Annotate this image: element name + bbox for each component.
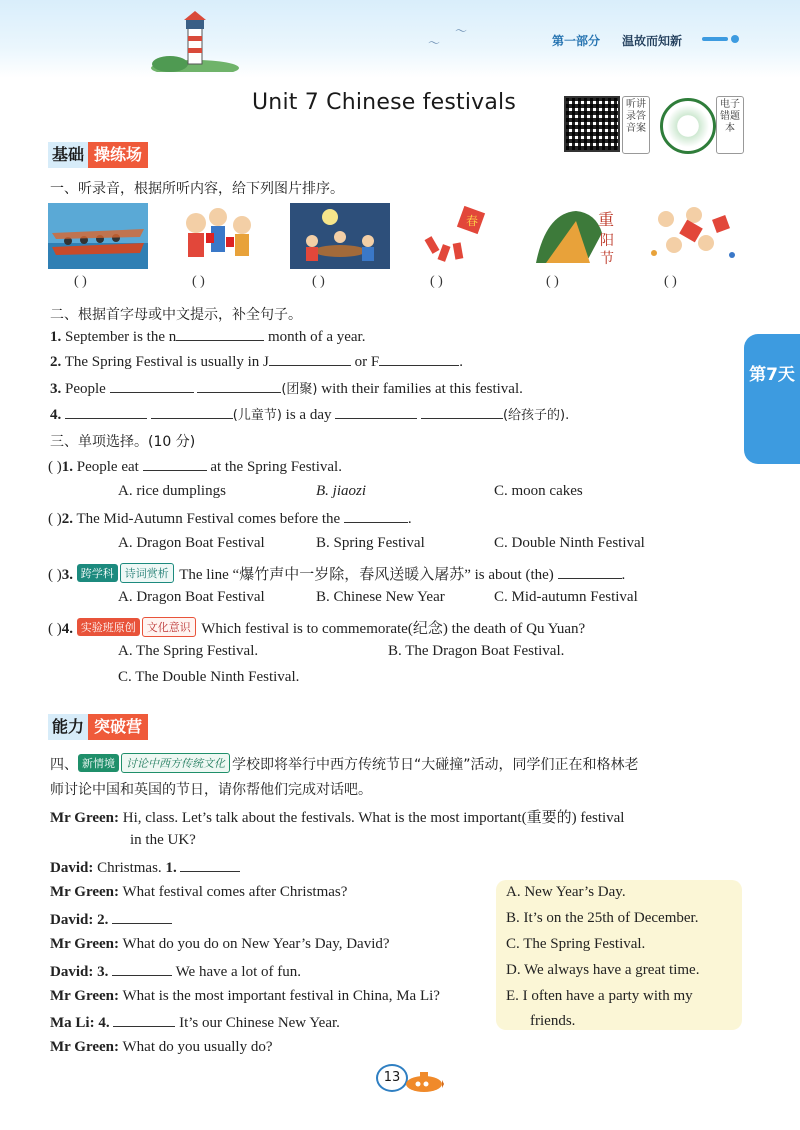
dialogue-text: It’s our Chinese New Year. — [179, 1015, 340, 1031]
bird-icon: 〜 — [428, 36, 441, 50]
sentence-text: is a day — [285, 407, 332, 423]
answer-blank[interactable] — [421, 405, 503, 419]
answer-blank[interactable] — [335, 405, 417, 419]
lighthouse-illustration — [150, 6, 240, 72]
svg-text:阳: 阳 — [600, 233, 614, 249]
firecrackers-picture — [410, 203, 510, 269]
answer-blank[interactable] — [113, 1013, 175, 1027]
mc-answer-blank[interactable]: ( ) — [48, 621, 62, 637]
mc-option[interactable]: A. The Spring Festival. — [118, 643, 259, 659]
double-ninth-picture — [526, 203, 626, 269]
svg-text:节: 节 — [600, 251, 614, 267]
mc-option[interactable]: B. The Dragon Boat Festival. — [388, 643, 565, 659]
item-number: 4. — [50, 407, 62, 423]
dialogue-option[interactable]: C. The Spring Festival. — [506, 936, 646, 952]
item-number: 1. — [61, 459, 73, 475]
blank-number: 4. — [98, 1015, 110, 1031]
dialogue-option[interactable]: E. I often have a party with my — [506, 988, 693, 1004]
answer-blank[interactable] — [143, 457, 207, 471]
blank-number: 1. — [165, 860, 177, 876]
answer-blank[interactable] — [344, 509, 408, 523]
dialogue-line — [50, 988, 440, 1005]
answer-blank[interactable] — [176, 327, 264, 341]
section4-intro-line1 — [50, 753, 639, 774]
qr-code-error-book[interactable] — [660, 98, 716, 154]
mc-option[interactable]: A. Dragon Boat Festival — [118, 535, 265, 551]
question-text: at the Spring Festival. — [210, 459, 342, 475]
section4-intro-line2: 师讨论中国和英国的节日，请你帮他们完成对话吧。 — [50, 782, 372, 798]
sentence-text: The Spring Festival is usually in J — [64, 354, 269, 370]
dialogue-line — [50, 936, 390, 953]
mc-question-4 — [48, 617, 585, 638]
page-number: 13 — [376, 1064, 408, 1092]
section1-heading: 一、听录音，根据所听内容，给下列图片排序。 — [50, 181, 344, 197]
dialogue-text: What do you do on New Year’s Day, David? — [122, 936, 390, 952]
day-tab-label: 第7天 — [749, 365, 795, 385]
item-number: 2. — [61, 511, 73, 527]
dialogue-line — [50, 806, 624, 827]
fill-sentence-3 — [50, 378, 523, 398]
qr-code-listening[interactable] — [564, 96, 620, 152]
sentence-text: September is the n — [65, 329, 177, 345]
order-answer-blank[interactable]: ( ) — [664, 274, 677, 289]
order-answer-blank[interactable]: ( ) — [546, 274, 559, 289]
section3-heading: 三、单项选择。(10 分) — [50, 434, 196, 450]
culture-tag: 文化意识 — [142, 617, 196, 637]
dialogue-line — [50, 884, 347, 901]
dialogue-line — [50, 910, 172, 929]
speaker-name: Mr Green: — [50, 810, 120, 826]
mc-option[interactable]: B. jiaozi — [316, 483, 367, 499]
cross-subject-tag: 跨学科 — [77, 564, 118, 582]
sentence-text: month of a year. — [267, 329, 366, 345]
item-number: 4. — [61, 621, 73, 637]
mc-option[interactable]: C. The Double Ninth Festival. — [118, 669, 300, 685]
speaker-name: David: — [50, 964, 94, 980]
dialogue-line — [50, 1039, 272, 1056]
mc-question-3 — [48, 563, 625, 584]
dialogue-text: What festival comes after Christmas? — [122, 884, 348, 900]
decorative-wave-icon — [702, 34, 740, 44]
mid-autumn-family-picture — [290, 203, 390, 269]
mc-answer-blank[interactable]: ( ) — [48, 511, 62, 527]
section4-prefix: 四、 — [50, 757, 78, 773]
speaker-name: David: — [50, 860, 94, 876]
mc-option[interactable]: C. moon cakes — [494, 483, 583, 499]
dialogue-text: We have a lot of fun. — [175, 964, 301, 980]
answer-blank[interactable] — [110, 379, 194, 393]
badge-ability-a: 能力 — [48, 714, 88, 740]
speaker-name: Mr Green: — [50, 884, 120, 900]
fill-sentence-2 — [50, 352, 463, 371]
mc-question-2 — [48, 509, 412, 528]
answer-blank[interactable] — [112, 910, 172, 924]
speaker-name: David: — [50, 912, 94, 928]
fill-sentence-1 — [50, 327, 365, 346]
blank-number: 3. — [97, 964, 109, 980]
original-tag: 实验班原创 — [77, 618, 140, 636]
order-answer-blank[interactable]: ( ) — [192, 274, 205, 289]
speaker-name: Mr Green: — [50, 1039, 120, 1055]
dragon-boat-picture — [48, 203, 148, 269]
section-part-label: 第一部分 — [552, 34, 601, 48]
mc-option[interactable]: B. Spring Festival — [316, 535, 425, 551]
sentence-text: People — [65, 381, 106, 397]
dialogue-text: in the UK? — [130, 832, 196, 848]
question-text: The line “爆竹声中一岁除，春风送暖入屠苏” is about (the) — [179, 567, 554, 583]
blank-number: 2. — [97, 912, 109, 928]
mc-option[interactable]: A. Dragon Boat Festival — [118, 589, 265, 605]
dialogue-option[interactable]: A. New Year’s Day. — [506, 884, 626, 900]
page-title: Unit 7 Chinese festivals — [252, 90, 517, 115]
dialogue-line — [130, 832, 196, 849]
mc-option[interactable]: C. Mid-autumn Festival — [494, 589, 638, 605]
answer-blank[interactable] — [558, 565, 622, 579]
topic-tag: 讨论中西方传统文化 — [121, 753, 230, 773]
mc-answer-blank[interactable]: ( ) — [48, 459, 62, 475]
question-text: People eat — [76, 459, 139, 475]
question-text: . — [407, 511, 412, 527]
answer-blank[interactable] — [269, 352, 351, 366]
question-text: . — [621, 567, 626, 583]
new-year-celebration-picture — [644, 203, 744, 269]
dialogue-option-continued: friends. — [530, 1013, 576, 1029]
submarine-icon — [402, 1070, 444, 1094]
dialogue-line — [50, 1013, 340, 1032]
speaker-name: Mr Green: — [50, 936, 120, 952]
item-number: 1. — [50, 329, 62, 345]
answer-blank[interactable] — [197, 379, 281, 393]
chinese-hint: (团聚) — [281, 382, 318, 397]
poetry-tag: 诗词赏析 — [120, 563, 174, 583]
new-context-tag: 新情境 — [78, 754, 119, 772]
sentence-text: with their families at this festival. — [321, 381, 523, 397]
speaker-name: Ma Li: — [50, 1015, 95, 1031]
mc-answer-blank[interactable]: ( ) — [48, 567, 62, 583]
answer-blank[interactable] — [112, 962, 172, 976]
sentence-text: or F — [354, 354, 380, 370]
dialogue-option[interactable]: D. We always have a great time. — [506, 962, 700, 978]
item-number: 3. — [61, 567, 73, 583]
qr-label-listening: 听讲录答音案 — [622, 96, 650, 154]
order-answer-blank[interactable]: ( ) — [74, 274, 87, 289]
mc-question-1 — [48, 457, 342, 476]
order-answer-blank[interactable]: ( ) — [312, 274, 325, 289]
chinese-hint: (给孩子的). — [502, 408, 570, 423]
answer-blank[interactable] — [65, 405, 147, 419]
answer-blank[interactable] — [180, 858, 240, 872]
question-text: Which festival is to commemorate(纪念) the death of Qu Yuan? — [201, 621, 586, 637]
question-text: The Mid-Autumn Festival comes before the — [76, 511, 341, 527]
dialogue-text: What do you usually do? — [122, 1039, 273, 1055]
badge-basic-a: 基础 — [48, 142, 88, 168]
badge-ability-b: 突破营 — [88, 714, 148, 740]
page-header — [0, 0, 800, 78]
dialogue-text: Hi, class. Let’s talk about the festivals. What is the most important(重要的) festival — [122, 810, 625, 826]
answer-blank[interactable] — [379, 352, 459, 366]
order-answer-blank[interactable]: ( ) — [430, 274, 443, 289]
mc-option[interactable]: C. Double Ninth Festival — [494, 535, 645, 551]
svg-text:重: 重 — [598, 210, 615, 229]
mc-option[interactable]: A. rice dumplings — [118, 483, 226, 499]
svg-text:春: 春 — [466, 214, 479, 228]
dialogue-text: What is the most important festival in China, Ma Li? — [122, 988, 440, 1004]
mc-option[interactable]: B. Chinese New Year — [316, 589, 445, 605]
sentence-text: . — [459, 354, 463, 370]
dialogue-line — [50, 962, 301, 981]
badge-basic-b: 操练场 — [88, 142, 148, 168]
bird-icon: 〜 — [455, 24, 468, 38]
section-name-label: 温故而知新 — [622, 34, 683, 48]
answer-blank[interactable] — [151, 405, 233, 419]
children-red-envelope-picture — [166, 203, 266, 269]
item-number: 2. — [50, 354, 62, 370]
day-tab — [744, 334, 800, 464]
intro-text: 学校即将举行中西方传统节日“大碰撞”活动，同学们正在和格林老 — [232, 757, 639, 773]
dialogue-options-box — [496, 880, 742, 1030]
ability-badge — [48, 714, 148, 740]
fill-sentence-4 — [50, 404, 569, 424]
section2-heading: 二、根据首字母或中文提示，补全句子。 — [50, 307, 302, 323]
speaker-name: Mr Green: — [50, 988, 120, 1004]
basic-practice-badge — [48, 142, 148, 168]
dialogue-text: Christmas. — [97, 860, 162, 876]
chinese-hint: (儿童节) — [232, 408, 282, 423]
item-number: 3. — [50, 381, 62, 397]
qr-label-error-book: 电子错题本 — [716, 96, 744, 154]
dialogue-line — [50, 858, 240, 877]
dialogue-option[interactable]: B. It’s on the 25th of December. — [506, 910, 699, 926]
